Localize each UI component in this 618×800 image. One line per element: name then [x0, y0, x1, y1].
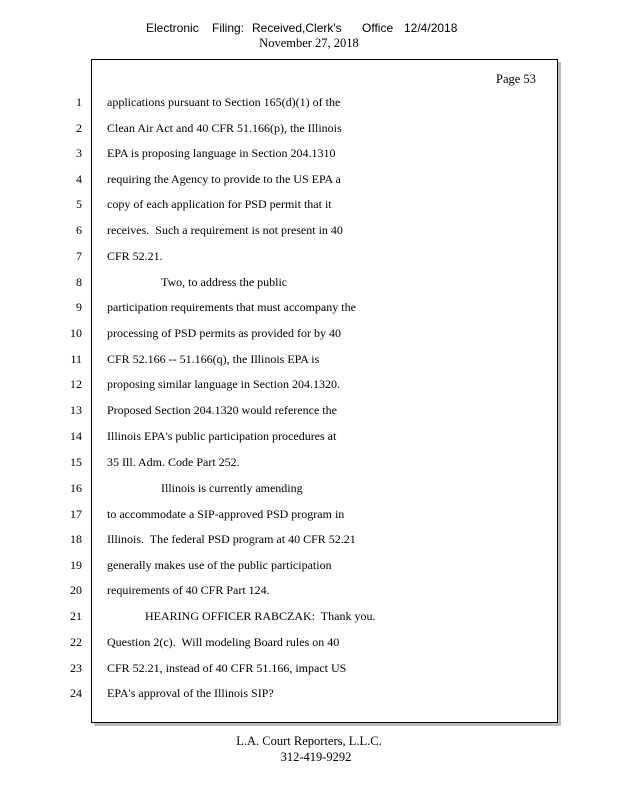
- transcript-line: EPA's approval of the Illinois SIP?: [107, 686, 274, 700]
- line-number: 10: [70, 326, 82, 340]
- court-reporter-footer: [0, 733, 618, 765]
- line-number: 5: [76, 197, 82, 211]
- line-number: 12: [70, 377, 82, 391]
- transcript-line: CFR 52.166 -- 51.166(q), the Illinois EPA is: [107, 352, 320, 366]
- filing-stamp-word: Received,Clerk's: [252, 21, 342, 35]
- transcript-line: Proposed Section 204.1320 would reference the: [107, 403, 337, 417]
- transcript-line: participation requirements that must accompany the: [107, 300, 356, 314]
- transcript-line: CFR 52.21, instead of 40 CFR 51.166, impact US: [107, 661, 347, 675]
- transcript-line: Illinois EPA's public participation procedures at: [107, 429, 337, 443]
- line-number: 9: [76, 300, 82, 314]
- line-number: 4: [76, 172, 82, 186]
- line-number: 24: [70, 686, 82, 700]
- transcript-line: HEARING OFFICER RABCZAK: Thank you.: [145, 609, 376, 623]
- line-number: 8: [76, 275, 82, 289]
- line-number: 21: [70, 609, 82, 623]
- transcript-line: Clean Air Act and 40 CFR 51.166(p), the Illinois: [107, 121, 342, 135]
- line-number: 17: [70, 507, 82, 521]
- transcript-line: Question 2(c). Will modeling Board rules on 40: [107, 635, 340, 649]
- transcript-line: to accommodate a SIP-approved PSD program in: [107, 507, 345, 521]
- transcript-line: Two, to address the public: [161, 275, 288, 289]
- line-number: 11: [70, 352, 82, 366]
- line-number: 13: [70, 403, 82, 417]
- line-number: 22: [70, 635, 82, 649]
- line-number: 23: [70, 661, 82, 675]
- line-number: 16: [70, 481, 82, 495]
- transcript-line: receives. Such a requirement is not present in 40: [107, 223, 343, 237]
- page-number: Page 53: [496, 72, 536, 86]
- transcript-line: Illinois. The federal PSD program at 40 CFR 52.21: [107, 532, 356, 546]
- line-number: 15: [70, 455, 82, 469]
- line-number: 3: [76, 146, 82, 160]
- transcript-line: applications pursuant to Section 165(d)(1) of the: [107, 95, 341, 109]
- filed-date: November 27, 2018: [259, 36, 359, 50]
- transcript-line: generally makes use of the public participation: [107, 558, 332, 572]
- transcript-line: copy of each application for PSD permit that it: [107, 197, 332, 211]
- transcript-line: requiring the Agency to provide to the US EPA a: [107, 172, 341, 186]
- transcript-line: proposing similar language in Section 204.1320.: [107, 377, 340, 391]
- line-number: 7: [76, 249, 82, 263]
- transcript-line: 35 Ill. Adm. Code Part 252.: [107, 455, 240, 469]
- line-number: 1: [76, 95, 82, 109]
- filing-stamp-word: Filing:: [212, 21, 245, 35]
- reporter-phone: 312-419-9292: [280, 750, 352, 764]
- line-number: 14: [70, 429, 82, 443]
- transcript-line: requirements of 40 CFR Part 124.: [107, 583, 270, 597]
- filing-stamp-word: Electronic: [146, 21, 199, 35]
- line-number: 6: [76, 223, 82, 237]
- line-number: 18: [70, 532, 82, 546]
- transcript-line: processing of PSD permits as provided for by 40: [107, 326, 341, 340]
- line-number: 2: [76, 121, 82, 135]
- transcript-line: Illinois is currently amending: [161, 481, 303, 495]
- filing-stamp-word: Office: [362, 21, 394, 35]
- reporter-company: L.A. Court Reporters, L.L.C.: [236, 734, 382, 748]
- line-number: 20: [70, 583, 82, 597]
- transcript-line: EPA is proposing language in Section 204.1310: [107, 146, 336, 160]
- filing-stamp-date: 12/4/2018: [404, 21, 458, 35]
- line-number: 19: [70, 558, 82, 572]
- transcript-line: CFR 52.21.: [107, 249, 163, 263]
